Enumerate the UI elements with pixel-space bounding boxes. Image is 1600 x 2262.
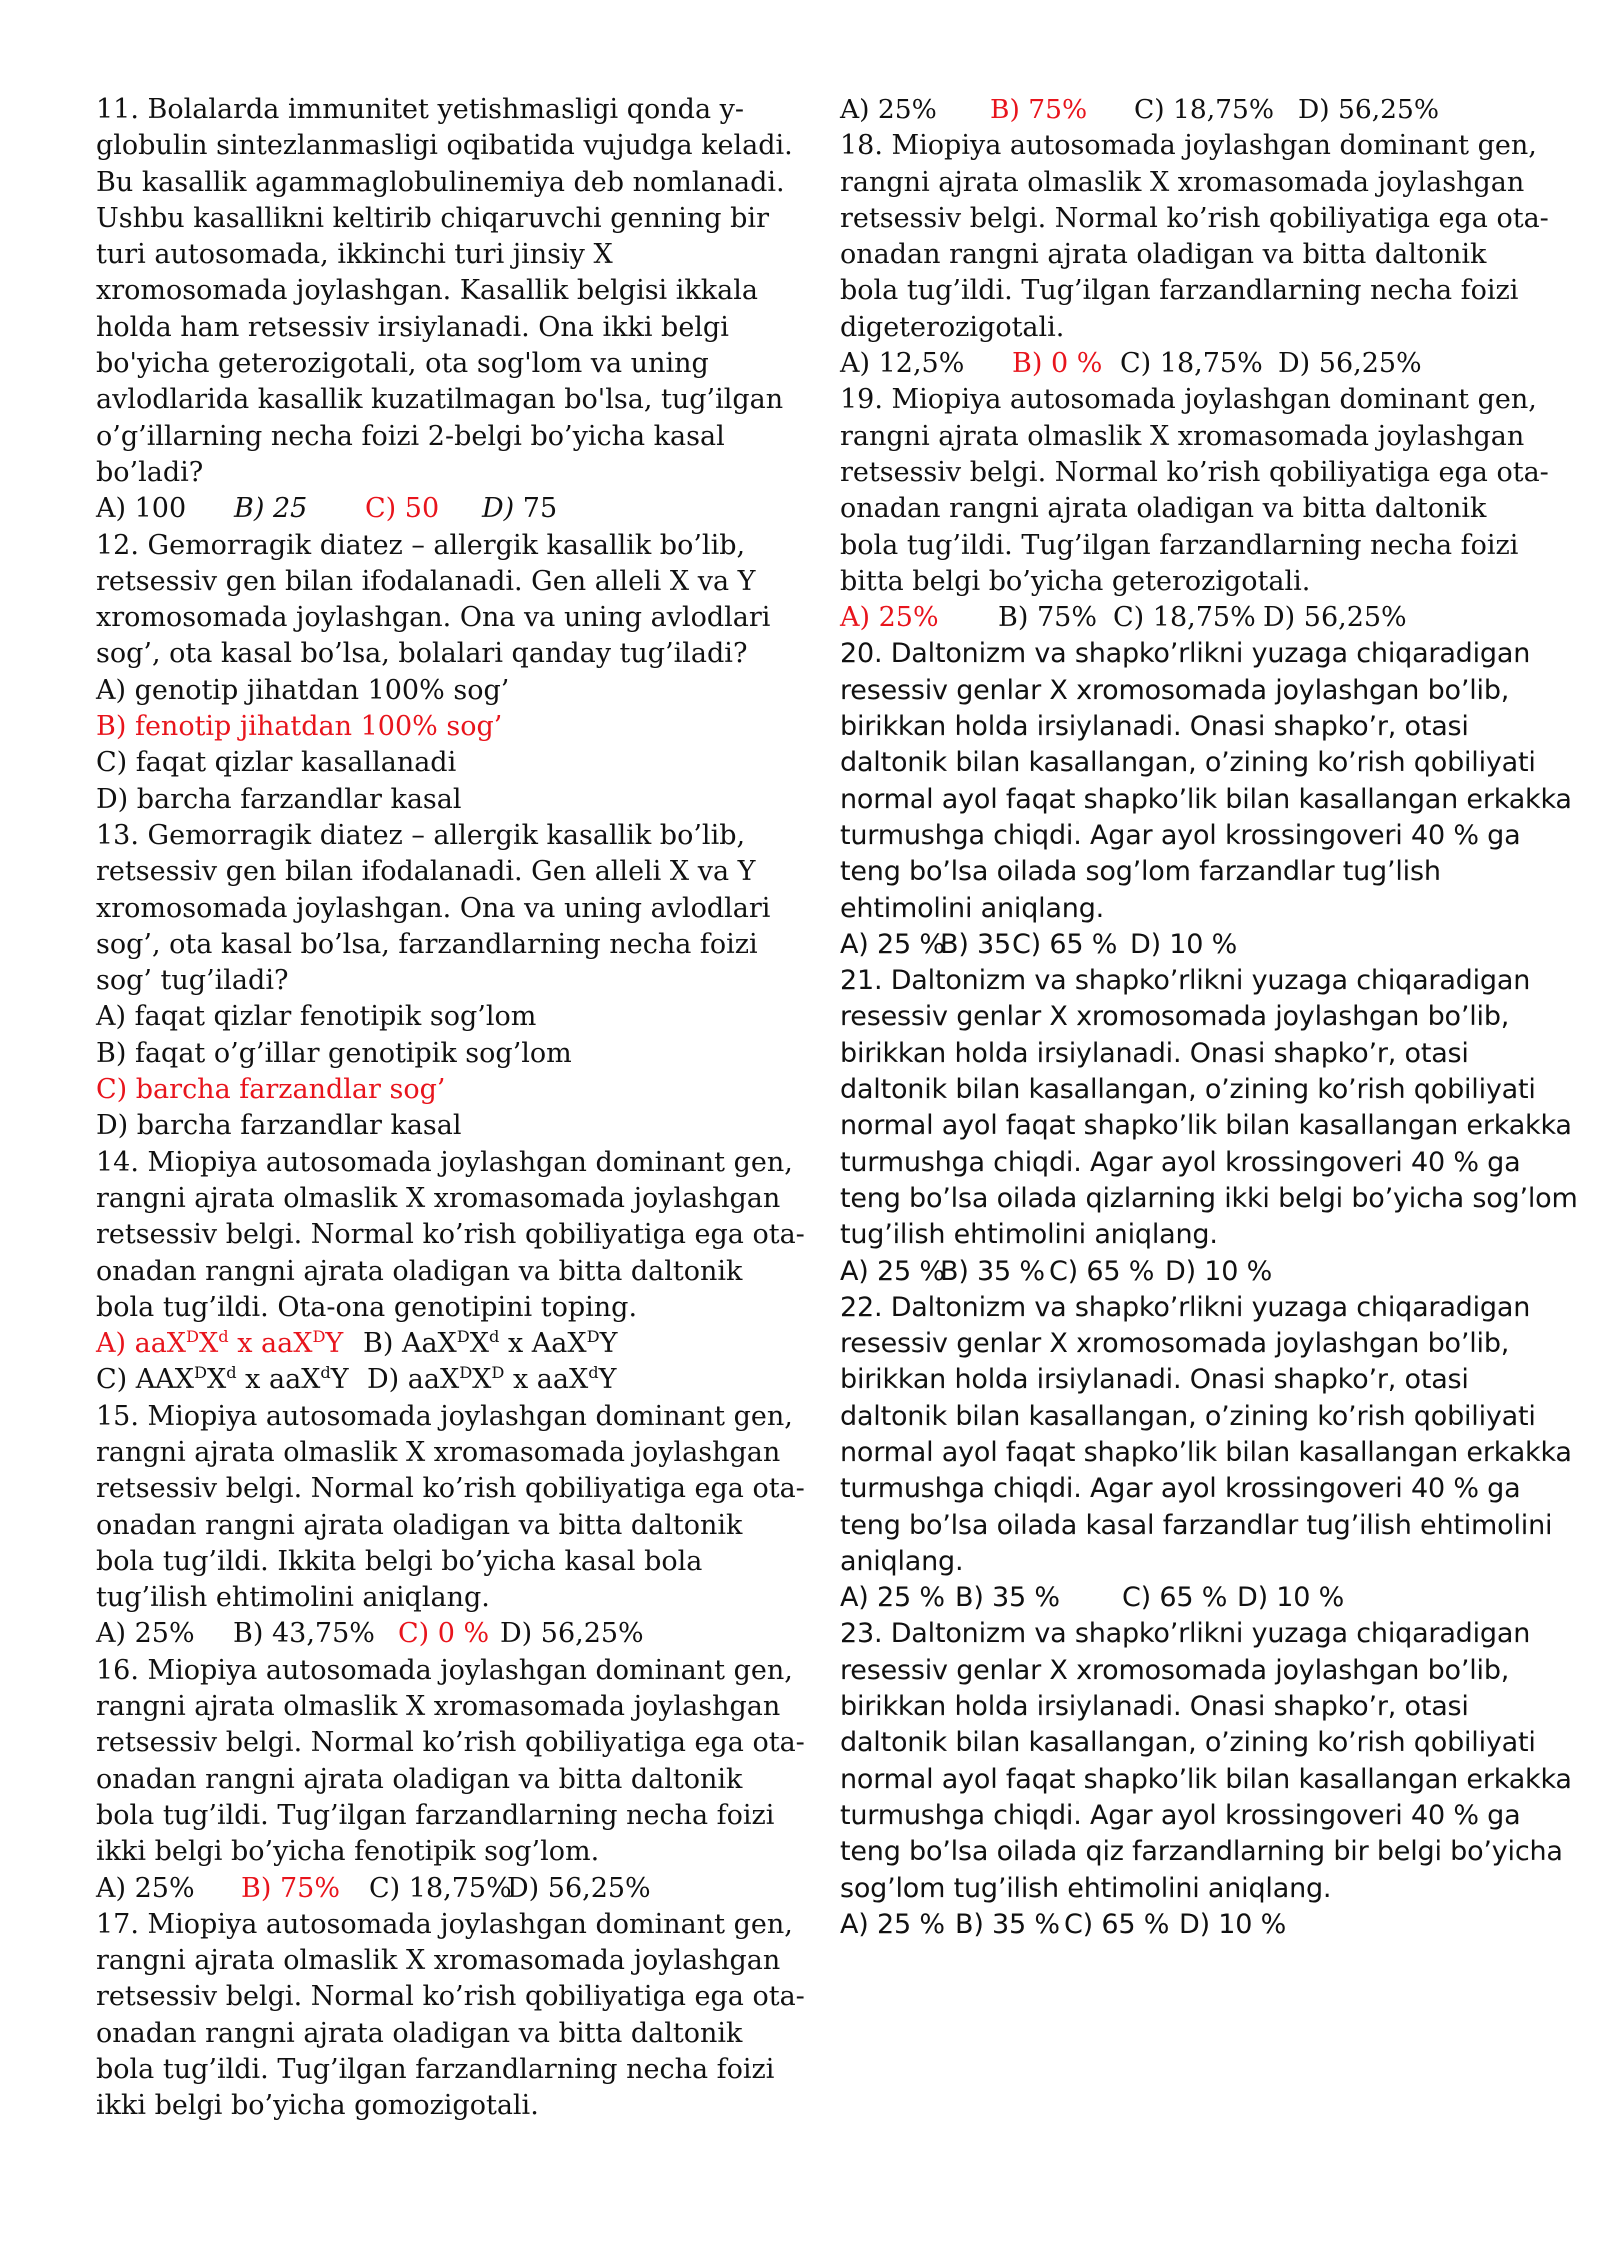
question-text-line: normal ayol faqat shapko’lik bilan kasallangan erkakka <box>840 1110 1572 1142</box>
question-text-line: birikkan holda irsiylanadi. Onasi shapko’r, otasi <box>840 1364 1469 1396</box>
question-text-line: birikkan holda irsiylanadi. Onasi shapko’r, otasi <box>840 1691 1469 1723</box>
question-text-line: retsessiv belgi. Normal ko’rish qobiliyatiga ega ota- <box>840 202 1549 234</box>
question-text-line: daltonik bilan kasallangan, o’zining ko’rish qobiliyati <box>840 747 1536 779</box>
question-text-line: 15. Miopiya autosomada joylashgan dominant gen, <box>96 1400 793 1432</box>
question-text-line: onadan rangni ajrata oladigan va bitta daltonik <box>96 1509 743 1541</box>
question-text-line: rangni ajrata olmaslik X xromasomada joylashgan <box>840 166 1525 198</box>
options-row <box>96 1362 776 1398</box>
question-text-line: sog’, ota kasal bo’lsa, bolalari qanday tug’iladi? <box>96 638 748 670</box>
question-text-line: 19. Miopiya autosomada joylashgan dominant gen, <box>840 384 1537 416</box>
options-row <box>840 92 1510 128</box>
option-d: D) 10 % <box>1165 1255 1273 1287</box>
option-b: B) 43,75% <box>233 1618 375 1650</box>
option-c: C) 18,75% <box>1120 348 1263 380</box>
options-row <box>96 491 776 527</box>
options-row <box>840 927 1510 963</box>
option-a: A) faqat qizlar fenotipik sog’lom <box>96 1001 537 1033</box>
question-text-line: retsessiv belgi. Normal ko’rish qobiliyatiga ega ota- <box>96 1473 805 1505</box>
question-text-line: bola tug’ildi. Tug’ilgan farzandlarning necha foizi <box>840 275 1519 307</box>
question-text-line: normal ayol faqat shapko’lik bilan kasallangan erkakka <box>840 1436 1572 1468</box>
option-c: C) 65 % <box>1122 1582 1228 1614</box>
options-row <box>96 1616 776 1652</box>
question-text-line: ikki belgi bo’yicha gomozigotali. <box>96 2090 539 2122</box>
question-text-line: sog’lom tug’ilish ehtimolini aniqlang. <box>840 1872 1332 1904</box>
question-text-line: 18. Miopiya autosomada joylashgan dominant gen, <box>840 130 1537 162</box>
question-text-line: retsessiv gen bilan ifodalanadi. Gen alleli X va Y <box>96 856 756 888</box>
question-text-line: onadan rangni ajrata oladigan va bitta daltonik <box>840 493 1487 525</box>
option-b: B) $AaX^DX^d$ x AaX$^D$Y <box>363 1327 618 1360</box>
question-text-line: teng bo’lsa oilada qiz farzandlarning bir belgi bo’yicha <box>840 1836 1563 1868</box>
right-column <box>840 92 1578 1943</box>
option-a: A) 25 % <box>840 928 945 960</box>
question-text-line: Bu kasallik agammaglobulinemiya deb nomlanadi. <box>96 166 785 198</box>
question-text-line: 13. Gemorragik diatez – allergik kasallik bo’lib, <box>96 819 746 851</box>
question-text-line: xromosomada joylashgan. Kasallik belgisi ikkala <box>96 275 758 307</box>
question-text-line: 17. Miopiya autosomada joylashgan dominant gen, <box>96 1908 793 1940</box>
question-text-line: avlodlarida kasallik kuzatilmagan bo'lsa, tug’ilgan <box>96 384 784 416</box>
option-d: D) 56,25% <box>1298 94 1440 125</box>
question-text-line: tug’ilish ehtimolini aniqlang. <box>96 1582 490 1614</box>
option-a: A) genotip jihatdan 100% sog’ <box>96 674 510 706</box>
question-text-line: Ushbu kasallikni keltirib chiqaruvchi genning bir <box>96 202 769 234</box>
question-text-line: retsessiv gen bilan ifodalanadi. Gen alleli X va Y <box>96 565 756 597</box>
question-text-line: bola tug’ildi. Tug’ilgan farzandlarning necha foizi <box>96 1799 775 1831</box>
question-text-line: 20. Daltonizm va shapko’rlikni yuzaga chiqaradigan <box>840 638 1531 670</box>
option-b: B) 25 <box>234 493 308 525</box>
question-text-line: xromosomada joylashgan. Ona va uning avlodlari <box>96 602 771 634</box>
options-row <box>840 1907 1510 1943</box>
question-text-line: ehtimolini aniqlang. <box>840 892 1105 924</box>
question-text-line: teng bo’lsa oilada qizlarning ikki belgi bo’yicha sog’lom <box>840 1182 1578 1214</box>
question-text-line: daltonik bilan kasallangan, o’zining ko’rish qobiliyati <box>840 1727 1536 1759</box>
question-text-line: turmushga chiqdi. Agar ayol krossingoveri 40 % ga <box>840 1799 1521 1831</box>
question-text-line: turmushga chiqdi. Agar ayol krossingoveri 40 % ga <box>840 819 1521 851</box>
question-text-line: turmushga chiqdi. Agar ayol krossingoveri 40 % ga <box>840 1473 1521 1505</box>
question-text-line: teng bo’lsa oilada sog’lom farzandlar tug’lish <box>840 856 1441 888</box>
option-b: B) 35 % <box>955 1582 1060 1614</box>
option-a: A) 100 <box>96 493 187 525</box>
question-text-line: resessiv genlar X xromosomada joylashgan bo’lib, <box>840 1654 1510 1686</box>
question-14 <box>96 1145 805 1399</box>
question-text-line: globulin sintezlanmasligi oqibatida vujudga keladi. <box>96 130 793 162</box>
option-a: A) 12,5% <box>840 348 965 380</box>
option-d: D) 56,25% <box>1278 348 1422 380</box>
options-row <box>96 1871 776 1907</box>
option-d: D) 75 <box>482 493 558 525</box>
question-15 <box>96 1399 805 1653</box>
question-text-line: 16. Miopiya autosomada joylashgan dominant gen, <box>96 1654 793 1686</box>
option-c: C) 18,75% <box>1113 602 1256 634</box>
options-row <box>840 346 1510 382</box>
question-text-line: resessiv genlar X xromosomada joylashgan bo’lib, <box>840 1328 1510 1360</box>
option-b: B) faqat o’g’illar genotipik sog’lom <box>96 1037 572 1069</box>
question-text-line: birikkan holda irsiylanadi. Onasi shapko’r, otasi <box>840 711 1469 743</box>
question-text-line: bola tug’ildi. Ikkita belgi bo’yicha kasal bola <box>96 1545 703 1577</box>
question-text-line: o’g’illarning necha foizi 2-belgi bo’yicha kasal <box>96 420 725 452</box>
option-b-answer: B) 75% <box>990 94 1088 125</box>
option-a: A) 25 % <box>840 1908 945 1940</box>
question-text-line: bola tug’ildi. Tug’ilgan farzandlarning necha foizi <box>840 529 1519 561</box>
question-text-line: teng bo’lsa oilada kasal farzandlar tug’ilish ehtimolini <box>840 1509 1553 1541</box>
options-row <box>840 600 1510 636</box>
option-c: C) faqat qizlar kasallanadi <box>96 747 457 779</box>
option-c: C) 18,75% <box>369 1872 512 1904</box>
question-text-line: 12. Gemorragik diatez – allergik kasallik bo’lib, <box>96 529 746 561</box>
question-text-line: onadan rangni ajrata oladigan va bitta daltonik <box>96 1763 743 1795</box>
question-text-line: rangni ajrata olmaslik X xromasomada joylashgan <box>96 1691 781 1723</box>
question-text-line: bola tug’ildi. Ota-ona genotipini toping. <box>96 1291 638 1323</box>
question-text-line: retsessiv belgi. Normal ko’rish qobiliyatiga ega ota- <box>840 456 1549 488</box>
question-text-line: rangni ajrata olmaslik X xromasomada joylashgan <box>840 420 1525 452</box>
question-text-line: bola tug’ildi. Tug’ilgan farzandlarning necha foizi <box>96 2054 775 2086</box>
question-text-line: turi autosomada, ikkinchi turi jinsiy X <box>96 239 613 271</box>
option-a: A) 25% <box>96 1872 195 1904</box>
option-a-answer: A) 25% <box>840 602 939 634</box>
question-text-line: daltonik bilan kasallangan, o’zining ko’rish qobiliyati <box>840 1400 1536 1432</box>
question-text-line: retsessiv belgi. Normal ko’rish qobiliyatiga ega ota- <box>96 1727 805 1759</box>
question-11 <box>96 92 793 528</box>
question-text-line: resessiv genlar X xromosomada joylashgan bo’lib, <box>840 1001 1510 1033</box>
option-b-answer: B) 0 % <box>1012 348 1103 380</box>
question-text-line: retsessiv belgi. Normal ko’rish qobiliyatiga ega ota- <box>96 1981 805 2013</box>
question-text-line: digeterozigotali. <box>840 311 1065 343</box>
question-20 <box>840 636 1572 963</box>
question-text-line: holda ham retsessiv irsiylanadi. Ona ikki belgi <box>96 311 729 343</box>
question-text-line: 23. Daltonizm va shapko’rlikni yuzaga chiqaradigan <box>840 1618 1531 1650</box>
question-12 <box>96 528 776 818</box>
option-c: C) 18,75% <box>1134 94 1275 125</box>
question-text-line: retsessiv belgi. Normal ko’rish qobiliyatiga ega ota- <box>96 1219 805 1251</box>
question-17 <box>96 1907 805 2125</box>
option-c-answer: C) 0 % <box>398 1618 490 1650</box>
question-text-line: 22. Daltonizm va shapko’rlikni yuzaga chiqaradigan <box>840 1291 1531 1323</box>
option-c-answer: C) 50 <box>365 493 440 525</box>
question-text-line: 11. Bolalarda immunitet yetishmasligi qonda y- <box>96 94 745 125</box>
option-d: D) 10 % <box>1179 1908 1287 1940</box>
question-text-line: normal ayol faqat shapko’lik bilan kasallangan erkakka <box>840 783 1572 815</box>
question-22 <box>840 1290 1572 1617</box>
option-d: D) barcha farzandlar kasal <box>96 783 462 815</box>
question-23 <box>840 1616 1572 1943</box>
question-text-line: turmushga chiqdi. Agar ayol krossingoveri 40 % ga <box>840 1146 1521 1178</box>
options-row <box>840 1254 1510 1290</box>
option-c: C) $AAX^DX^d$ x aaX$^d$Y <box>96 1363 349 1396</box>
question-19 <box>840 382 1549 636</box>
question-16 <box>96 1653 805 1907</box>
options-row <box>840 1580 1510 1616</box>
question-text-line: normal ayol faqat shapko’lik bilan kasallangan erkakka <box>840 1763 1572 1795</box>
option-d: D) 10 % <box>1237 1582 1345 1614</box>
question-text-line: bo’ladi? <box>96 456 204 488</box>
question-text-line: daltonik bilan kasallangan, o’zining ko’rish qobiliyati <box>840 1074 1536 1106</box>
option-b: B) 35 % <box>940 1255 1045 1287</box>
option-d: D) 56,25% <box>1263 602 1407 634</box>
option-c-answer: C) barcha farzandlar sog’ <box>96 1074 446 1106</box>
question-13 <box>96 818 776 1145</box>
question-text-line: tug’ilish ehtimolini aniqlang. <box>840 1219 1218 1251</box>
option-a: A) 25 % <box>840 1255 945 1287</box>
question-text-line: sog’ tug’iladi? <box>96 965 289 997</box>
option-a-answer: A) $aaX^DX^d$ x aaX$^D$Y <box>96 1327 344 1360</box>
question-text-line: bitta belgi bo’yicha geterozigotali. <box>840 565 1311 597</box>
option-c: C) 65 % <box>1049 1255 1155 1287</box>
question-text-line: rangni ajrata olmaslik X xromasomada joylashgan <box>96 1945 781 1977</box>
question-text-line: rangni ajrata olmaslik X xromasomada joylashgan <box>96 1182 781 1214</box>
option-d: D) 10 % <box>1130 928 1238 960</box>
left-column <box>96 92 805 2125</box>
question-18 <box>840 128 1549 382</box>
option-b-answer: B) fenotip jihatdan 100% sog’ <box>96 711 503 743</box>
option-b: B) 35 % <box>955 1908 1060 1940</box>
question-text-line: 14. Miopiya autosomada joylashgan dominant gen, <box>96 1146 793 1178</box>
option-d: D) 56,25% <box>507 1872 651 1904</box>
question-text-line: onadan rangni ajrata oladigan va bitta daltonik <box>96 1255 743 1287</box>
option-d: D) barcha farzandlar kasal <box>96 1110 462 1142</box>
option-c: C) 65 % <box>1064 1908 1170 1940</box>
option-a: A) 25% <box>840 94 937 125</box>
question-text-line: xromosomada joylashgan. Ona va uning avlodlari <box>96 892 771 924</box>
question-text-line: onadan rangni ajrata oladigan va bitta daltonik <box>96 2017 743 2049</box>
option-d: D) 56,25% <box>500 1618 644 1650</box>
option-c: C) 65 % <box>1012 928 1118 960</box>
question-text-line: bo'yicha geterozigotali, ota sog'lom va uning <box>96 348 709 380</box>
question-text-line: aniqlang. <box>840 1545 964 1577</box>
question-text-line: ikki belgi bo’yicha fenotipik sog’lom. <box>96 1836 600 1868</box>
question-text-line: rangni ajrata olmaslik X xromasomada joylashgan <box>96 1436 781 1468</box>
option-a: A) 25% <box>96 1618 195 1650</box>
option-d: D) $aaX^DX^D$ x aaX$^d$Y <box>367 1363 617 1396</box>
option-b: B) 35 <box>940 928 1011 960</box>
question-21 <box>840 963 1578 1290</box>
option-a: A) 25 % <box>840 1582 945 1614</box>
option-b: B) 75% <box>998 602 1097 634</box>
question-text-line: 21. Daltonizm va shapko’rlikni yuzaga chiqaradigan <box>840 965 1531 997</box>
question-text-line: birikkan holda irsiylanadi. Onasi shapko’r, otasi <box>840 1037 1469 1069</box>
question-text-line: onadan rangni ajrata oladigan va bitta daltonik <box>840 239 1487 271</box>
question-text-line: sog’, ota kasal bo’lsa, farzandlarning necha foizi <box>96 928 758 960</box>
question-text-line: resessiv genlar X xromosomada joylashgan bo’lib, <box>840 674 1510 706</box>
options-row <box>96 1326 776 1362</box>
option-b-answer: B) 75% <box>241 1872 340 1904</box>
